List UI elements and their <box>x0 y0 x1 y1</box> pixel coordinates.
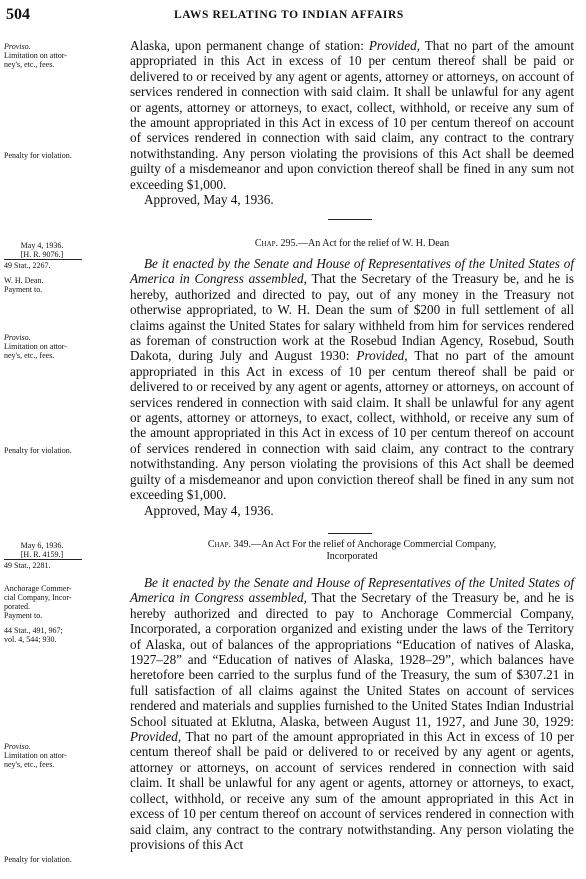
chapter-349-heading-line2: Incorporated <box>326 551 378 562</box>
running-head: LAWS RELATING TO INDIAN AFFAIRS <box>174 9 404 21</box>
page-header <box>6 6 578 26</box>
section-1-approved: Approved, May 4, 1936. <box>144 192 274 208</box>
section-3-dateline: May 6, 1936. [H. R. 4159.] 49 Stat., 2281. <box>4 541 124 570</box>
section-1-body <box>130 38 574 207</box>
page-number: 504 <box>6 6 30 23</box>
section-divider-1 <box>328 219 372 220</box>
section-2-body <box>130 238 574 518</box>
section-1-paragraph: Alaska, upon permanent change of station: Provided, That no part of the amount appropriated in this Act in excess of 10 per centum thereof shall be paid or delivered to or received by any agent or agents, attorney or attorneys, on account of services rendered in connection with said claim. It shall be unlawful for any agent or agents, attorney or attorneys, to exact, collect, withhold, or receive any sum of the amount appropriated in this Act in excess of 10 per centum thereof on account of services rendered in connection with said claim, any contract to the contrary notwithstanding. Any person violating the provisions of this Act shall be deemed guilty of a misdemeanor and upon conviction thereof shall be fined in any sum not exceeding $1,000. <box>130 38 574 192</box>
section-2-paragraph: Be it enacted by the Senate and House of Representatives of the United States of America in Congress assembled, That the Secretary of the Treasury be, and he is hereby, authorized and directed to pay, out of any money in the Treasury not otherwise appropriated, to W. H. Dean the sum of $200 in full settlement of all claims against the United States for salary withheld from him for services rendered as foreman of construction work at the Rosebud Indian Agency, Rosebud, South Dakota, during July and August 1930: Provided, That no part of the amount appropriated in this Act in excess of 10 per centum thereof shall be paid or delivered to or received by any agent or agents, attorney or attorneys, on account of services rendered in connection with said claim. It shall be unlawful for any agent or agents, attorney or attorneys, to exact, collect, withhold, or receive any sum of the amount appropriated in this Act in excess of 10 per centum thereof on account of services rendered in connection with said claim, any contract to the contrary notwithstanding. Any person violating the provisions of this Act shall be deemed guilty of a misdemeanor and upon conviction thereof shall be fined in any sum not exceeding $1,000. <box>130 256 574 503</box>
margin-note-dean: W. H. Dean. Payment to. <box>4 276 44 294</box>
margin-note-proviso-2: Proviso. Limitation on attor- ney's, etc., fees. <box>4 333 67 360</box>
margin-note-penalty-2: Penalty for violation. <box>4 446 72 455</box>
section-divider-2 <box>328 533 372 534</box>
margin-note-penalty-1: Penalty for violation. <box>4 151 72 160</box>
margin-note-proviso-3: Proviso. Limitation on attor- ney's, etc., fees. <box>4 742 67 769</box>
section-2-dateline: May 4, 1936. [H. R. 9076.] 49 Stat., 2267. <box>4 241 124 270</box>
chapter-349-heading: Chap. 349.—An Act For the relief of Anchorage Commercial Company, <box>207 539 497 550</box>
margin-note-proviso-1: Proviso. Limitation on attor- ney's, etc., fees. <box>4 42 67 69</box>
section-3-paragraph: Be it enacted by the Senate and House of Representatives of the United States of America in Congress assembled, That the Secretary of the Treasury be, and he is hereby authorized and directed to pay to Anchorage Commercial Company, Incorporated, a corporation organized and existing under the laws of the Territory of Alaska, out of balances of the appropriations “Education of natives of Alaska, 1927–28” and “Education of natives of Alaska, 1928–29”, which balances have heretofore been carried to the surplus fund of the Treasury, the sum of $307.21 in full satisfaction of all claims against the United States on account of services rendered and materials and supplies furnished to the United States Indian Industrial School situated at Eklutna, Alaska, between August 11, 1927, and June 30, 1929: Provided, That no part of the amount appropriated in this Act in excess of 10 per centum thereof shall be paid or delivered to or received by any agent or agents, attorney or attorneys, on account of services rendered in connection with said claim. It shall be unlawful for any agent or agents, attorney or attorneys, to exact, collect, withhold, or receive any sum of the amount appropriated in this Act in excess of 10 per centum thereof on account of services rendered in connection with said claim, any contract to the contrary notwithstanding. Any person violating the provisions of this Act <box>130 575 574 852</box>
margin-note-citation: 44 Stat., 491, 967; vol. 4, 544; 930. <box>4 626 63 644</box>
margin-note-penalty-3: Penalty for violation. <box>4 855 72 864</box>
section-3-body <box>130 539 574 852</box>
chapter-295-heading: Chap. 295.—An Act for the relief of W. H. Dean <box>254 238 450 249</box>
section-2-approved: Approved, May 4, 1936. <box>144 502 274 518</box>
margin-note-anchorage: Anchorage Commer- cial Company, Incor- porated. Payment to. <box>4 584 72 620</box>
